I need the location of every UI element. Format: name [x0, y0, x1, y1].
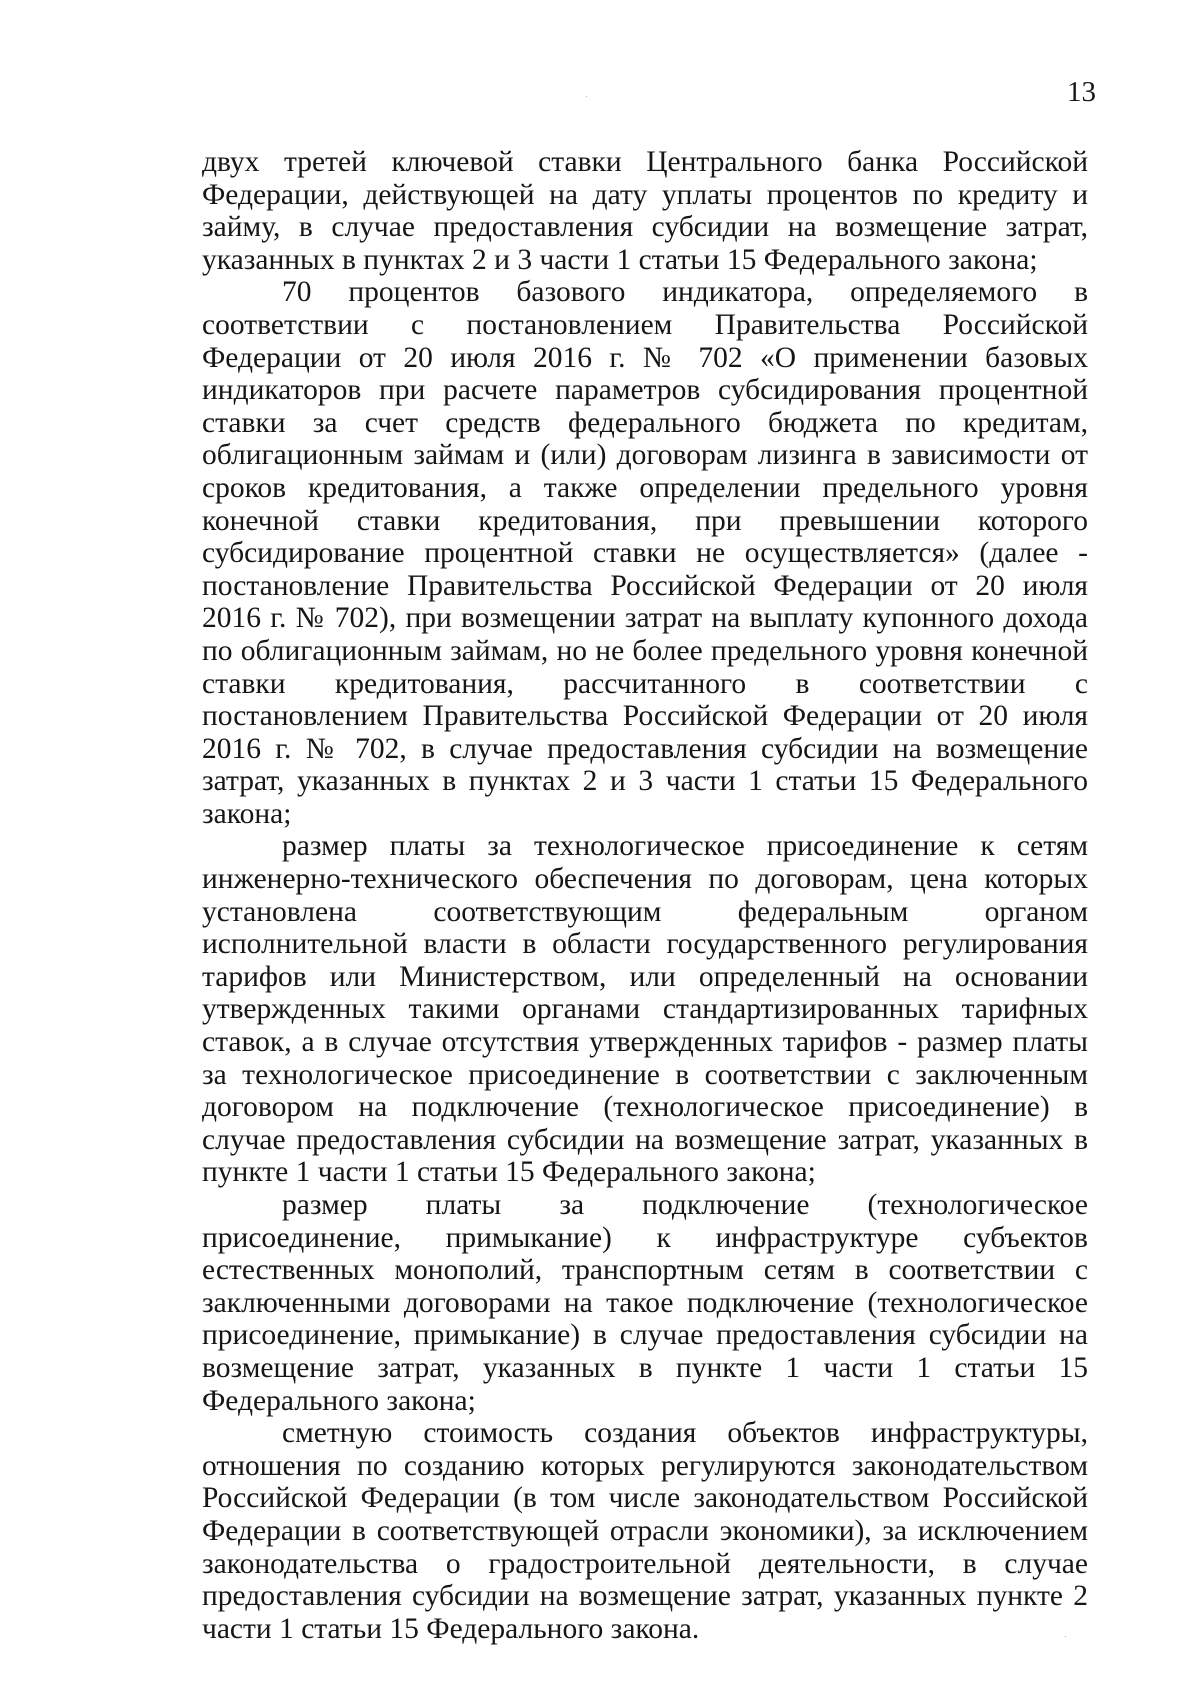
- document-body: [202, 146, 1088, 1645]
- page-number: 13: [1067, 76, 1096, 108]
- paragraph-tech-connection-fee: размер платы за технологическое присоединение к сетям инженерно-технического обеспечения по договорам, цена которых установлена соответствующим федеральным органом исполнительной власти в области государственного регулирования тарифов или Министерством, или определенный на основании утвержденных такими органами стандартизированных тарифных ставок, а в случае отсутствия утвержденных тарифов - размер платы за технологическое присоединение в соответствии с заключенным договором на подключение (технологическое присоединение) в случае предоставления субсидии на возмещение затрат, указанных в пункте 1 части 1 статьи 15 Федерального закона;: [202, 830, 1088, 1189]
- paragraph-estimated-cost: сметную стоимость создания объектов инфраструктуры, отношения по созданию которых регулируются законодательством Российской Федерации (в том числе законодательством Российской Федерации в соответствующей отрасли экономики), за исключением законодательства о градостроительной деятельности, в случае предоставления субсидии на возмещение затрат, указанных пункте 2 части 1 статьи 15 Федерального закона.: [202, 1417, 1088, 1645]
- paragraph-continuation: двух третей ключевой ставки Центрального банка Российской Федерации, действующей на дату уплаты процентов по кредиту и займу, в случае предоставления субсидии на возмещение затрат, указанных в пунктах 2 и 3 части 1 статьи 15 Федерального закона;: [202, 146, 1088, 276]
- paragraph-infrastructure-connection-fee: размер платы за подключение (технологическое присоединение, примыкание) к инфраструктуре субъектов естественных монополий, транспортным сетям в соответствии с заключенными договорами на такое подключение (технологическое присоединение, примыкание) в случае предоставления субсидии на возмещение затрат, указанных в пункте 1 части 1 статьи 15 Федерального закона;: [202, 1189, 1088, 1417]
- paragraph-coupon-income: 70 процентов базового индикатора, определяемого в соответствии с постановлением Правительства Российской Федерации от 20 июля 2016 г. № 702 «О применении базовых индикаторов при расчете параметров субсидирования процентной ставки за счет средств федерального бюджета по кредитам, облигационным займам и (или) договорам лизинга в зависимости от сроков кредитования, а также определении предельного уровня конечной ставки кредитования, при превышении которого субсидирование процентной ставки не осуществляется» (далее - постановление Правительства Российской Федерации от 20 июля 2016 г. № 702), при возмещении затрат на выплату купонного дохода по облигационным займам, но не более предельного уровня конечной ставки кредитования, рассчитанного в соответствии с постановлением Правительства Российской Федерации от 20 июля 2016 г. № 702, в случае предоставления субсидии на возмещение затрат, указанных в пунктах 2 и 3 части 1 статьи 15 Федерального закона;: [202, 276, 1088, 830]
- scan-mark: [1065, 1636, 1066, 1637]
- scan-mark: [586, 96, 587, 97]
